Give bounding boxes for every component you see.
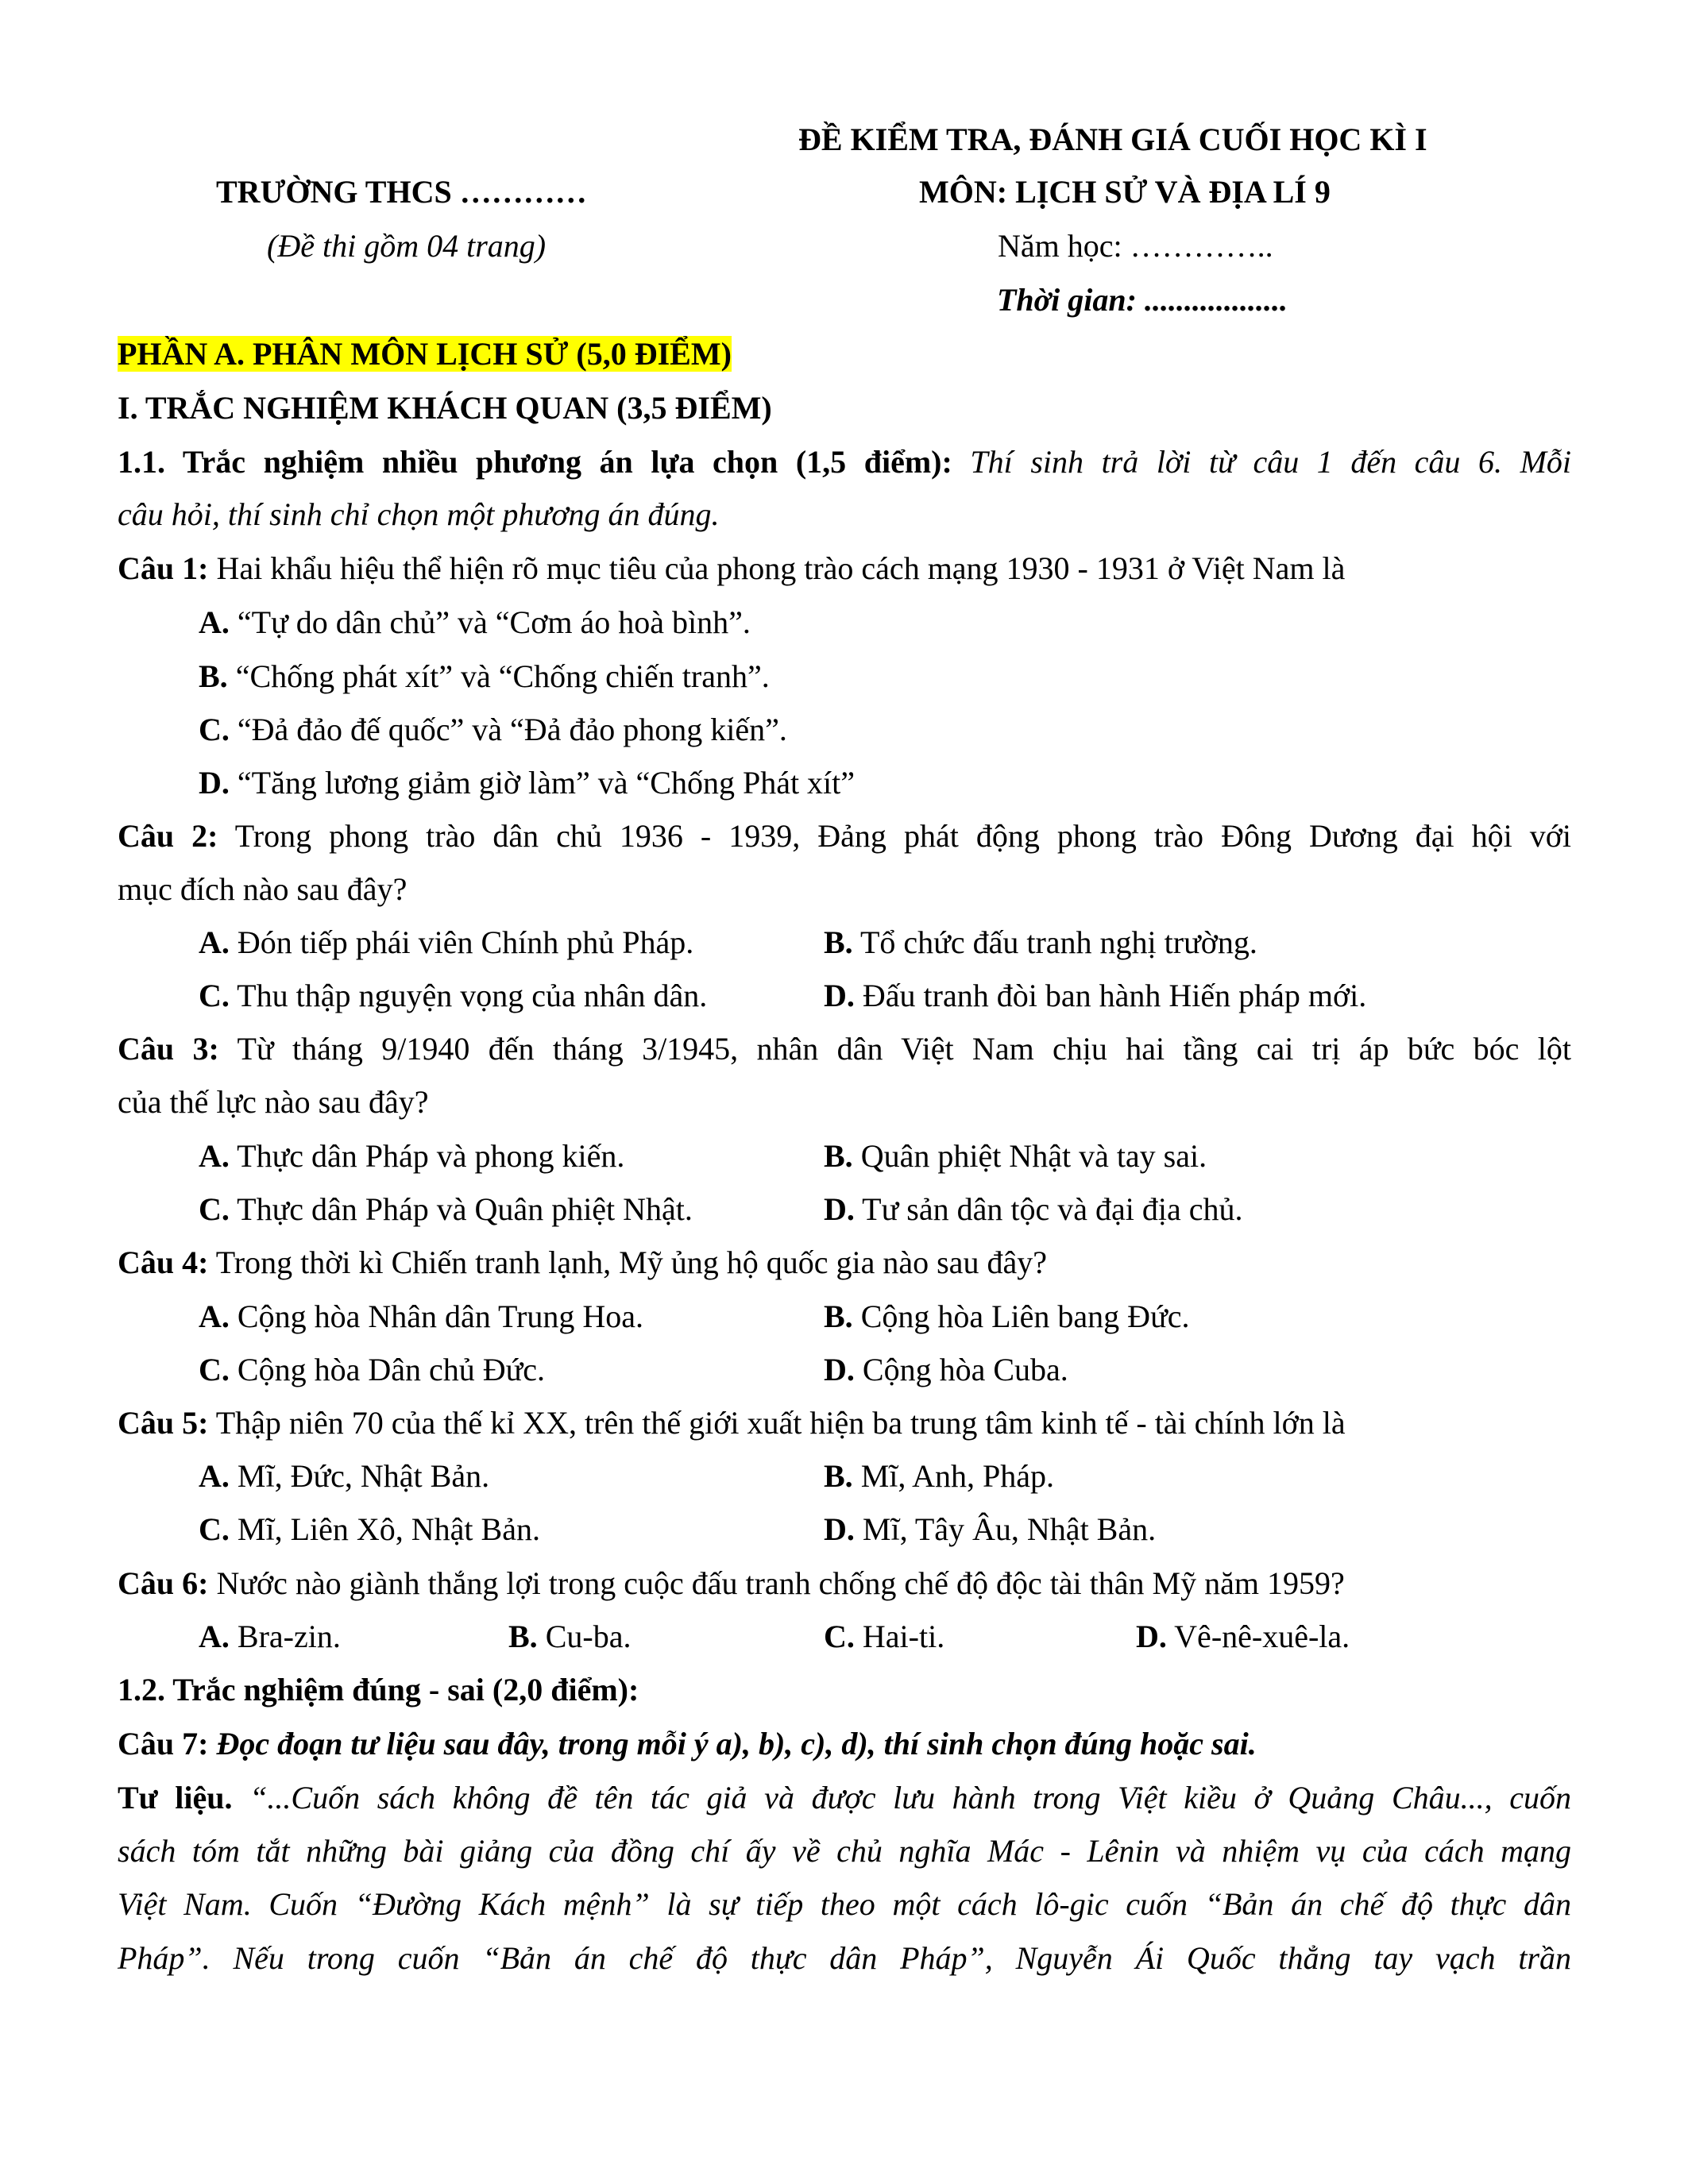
source-line-3: Việt Nam. Cuốn “Đường Kách mệnh” là sự tiếp theo một cách lô-gic cuốn “Bản án chế độ thực dân bbox=[118, 1886, 1571, 1922]
question-1-label: Câu 1: bbox=[118, 550, 209, 586]
question-1 bbox=[118, 548, 1345, 589]
option-key: B. bbox=[508, 1619, 538, 1654]
option-text: Bra-zin. bbox=[237, 1619, 341, 1654]
option-key: C. bbox=[824, 1619, 855, 1654]
question-7-text: Đọc đoạn tư liệu sau đây, trong mỗi ý a), b), c), d), thí sinh chọn đúng hoặc sai. bbox=[216, 1726, 1257, 1761]
question-4-label: Câu 4: bbox=[118, 1244, 209, 1280]
q3-option-c[interactable] bbox=[199, 1189, 693, 1230]
part-a-title-text: PHẦN A. PHÂN MÔN LỊCH SỬ (5,0 ĐIỂM) bbox=[118, 336, 732, 372]
q5-option-d[interactable] bbox=[824, 1509, 1156, 1550]
option-text: Đấu tranh đòi ban hành Hiến pháp mới. bbox=[862, 978, 1367, 1013]
option-text: “Đả đảo đế quốc” và “Đả đảo phong kiến”. bbox=[237, 712, 787, 747]
sub-1-1-label: 1.1. Trắc nghiệm nhiều phương án lựa chọn (1,5 điểm): bbox=[118, 444, 952, 480]
option-text: Tư sản dân tộc và đại địa chủ. bbox=[862, 1191, 1243, 1227]
school-name: TRƯỜNG THCS ………… bbox=[216, 174, 587, 210]
question-1-text: Hai khẩu hiệu thể hiện rõ mục tiêu của phong trào cách mạng 1930 - 1931 ở Việt Nam là bbox=[216, 550, 1346, 586]
option-text: Cộng hòa Cuba. bbox=[862, 1352, 1068, 1387]
q6-option-a[interactable] bbox=[199, 1616, 341, 1657]
option-text: “Tăng lương giảm giờ làm” và “Chống Phát xít” bbox=[237, 765, 856, 801]
source-line-2: sách tóm tắt những bài giảng của đồng chí ấy về chủ nghĩa Mác - Lênin và nhiệm vụ của cách mạng bbox=[118, 1833, 1571, 1869]
q2-option-a[interactable] bbox=[199, 922, 693, 963]
option-text: Đón tiếp phái viên Chính phủ Pháp. bbox=[237, 924, 694, 960]
sub-1-1-instruction bbox=[118, 442, 1571, 483]
question-7 bbox=[118, 1723, 1257, 1765]
question-2 bbox=[118, 816, 1571, 857]
option-key: D. bbox=[199, 765, 230, 801]
option-key: A. bbox=[199, 924, 230, 960]
option-text: Thu thập nguyện vọng của nhân dân. bbox=[237, 978, 708, 1013]
option-text: Thực dân Pháp và Quân phiệt Nhật. bbox=[237, 1191, 693, 1227]
q6-option-d[interactable] bbox=[1136, 1616, 1350, 1657]
option-key: D. bbox=[824, 1511, 855, 1547]
question-6 bbox=[118, 1563, 1345, 1604]
option-key: A. bbox=[199, 604, 230, 640]
option-text: Cộng hòa Dân chủ Đức. bbox=[237, 1352, 546, 1387]
option-text: “Chống phát xít” và “Chống chiến tranh”. bbox=[235, 658, 770, 694]
option-key: B. bbox=[824, 1138, 853, 1174]
q6-option-c[interactable] bbox=[824, 1616, 944, 1657]
option-key: B. bbox=[199, 658, 228, 694]
q5-option-b[interactable] bbox=[824, 1456, 1054, 1497]
school-year: Năm học: ………….. bbox=[998, 228, 1273, 264]
subject-title: MÔN: LỊCH SỬ VÀ ĐỊA LÍ 9 bbox=[919, 174, 1331, 210]
question-2-text-cont: mục đích nào sau đây? bbox=[118, 871, 408, 907]
option-text: “Tự do dân chủ” và “Cơm áo hoà bình”. bbox=[237, 604, 751, 640]
sub-1-1-instr-line2: câu hỏi, thí sinh chỉ chọn một phương án đúng. bbox=[118, 496, 720, 532]
q5-option-c[interactable] bbox=[199, 1509, 540, 1550]
q2-option-b[interactable] bbox=[824, 922, 1257, 963]
q3-option-a[interactable] bbox=[199, 1136, 624, 1177]
option-key: D. bbox=[824, 1191, 855, 1227]
pages-note: (Đề thi gồm 04 trang) bbox=[267, 228, 547, 264]
source-label: Tư liệu. bbox=[118, 1780, 233, 1815]
option-text: Vê-nê-xuê-la. bbox=[1174, 1619, 1350, 1654]
q1-option-d[interactable] bbox=[199, 762, 855, 804]
option-text: Hai-ti. bbox=[862, 1619, 945, 1654]
q3-option-d[interactable] bbox=[824, 1189, 1242, 1230]
q4-option-d[interactable] bbox=[824, 1349, 1068, 1391]
source-line-1 bbox=[118, 1777, 1571, 1819]
q4-option-b[interactable] bbox=[824, 1296, 1190, 1337]
part-a-title bbox=[118, 334, 732, 375]
option-key: D. bbox=[824, 978, 855, 1013]
sub-1-2-title: 1.2. Trắc nghiệm đúng - sai (2,0 điểm): bbox=[118, 1672, 639, 1707]
option-text: Cu-ba. bbox=[545, 1619, 632, 1654]
q2-option-d[interactable] bbox=[824, 975, 1366, 1017]
option-key: D. bbox=[824, 1352, 855, 1387]
source-text-1: “...Cuốn sách không đề tên tác giả và được lưu hành trong Việt kiều ở Quảng Châu..., cuốn bbox=[249, 1780, 1572, 1815]
question-3 bbox=[118, 1028, 1571, 1070]
q6-option-b[interactable] bbox=[508, 1616, 631, 1657]
question-3-label: Câu 3: bbox=[118, 1031, 219, 1067]
option-text: Mĩ, Anh, Pháp. bbox=[860, 1458, 1055, 1494]
option-text: Mĩ, Đức, Nhật Bản. bbox=[237, 1458, 490, 1494]
option-text: Cộng hòa Nhân dân Trung Hoa. bbox=[237, 1298, 643, 1334]
option-text: Tổ chức đấu tranh nghị trường. bbox=[859, 924, 1257, 960]
option-key: B. bbox=[824, 1458, 853, 1494]
question-3-text: Từ tháng 9/1940 đến tháng 3/1945, nhân dân Việt Nam chịu hai tầng cai trị áp bức bóc lột bbox=[237, 1031, 1571, 1067]
sub-1-1-instr-line1: Thí sinh trả lời từ câu 1 đến câu 6. Mỗi bbox=[970, 444, 1572, 480]
question-5 bbox=[118, 1403, 1346, 1444]
option-key: A. bbox=[199, 1619, 230, 1654]
option-key: A. bbox=[199, 1298, 230, 1334]
option-key: A. bbox=[199, 1458, 230, 1494]
option-text: Quân phiệt Nhật và tay sai. bbox=[860, 1138, 1207, 1174]
question-6-text: Nước nào giành thắng lợi trong cuộc đấu tranh chống chế độ độc tài thân Mỹ năm 1959? bbox=[216, 1565, 1345, 1601]
option-key: A. bbox=[199, 1138, 230, 1174]
question-5-label: Câu 5: bbox=[118, 1405, 209, 1441]
option-text: Mĩ, Liên Xô, Nhật Bản. bbox=[237, 1511, 540, 1547]
option-key: C. bbox=[199, 1191, 230, 1227]
question-5-text: Thập niên 70 của thế kỉ XX, trên thế giới xuất hiện ba trung tâm kinh tế - tài chính lớn là bbox=[215, 1405, 1346, 1441]
question-3-text-cont: của thế lực nào sau đây? bbox=[118, 1084, 429, 1120]
exam-title: ĐỀ KIỂM TRA, ĐÁNH GIÁ CUỐI HỌC KÌ I bbox=[798, 122, 1427, 157]
question-4-text: Trong thời kì Chiến tranh lạnh, Mỹ ủng hộ quốc gia nào sau đây? bbox=[215, 1244, 1047, 1280]
question-7-label: Câu 7: bbox=[118, 1726, 209, 1761]
option-text: Cộng hòa Liên bang Đức. bbox=[860, 1298, 1190, 1334]
question-6-label: Câu 6: bbox=[118, 1565, 209, 1601]
option-key: C. bbox=[199, 978, 230, 1013]
q1-option-c[interactable] bbox=[199, 709, 787, 751]
option-text: Mĩ, Tây Âu, Nhật Bản. bbox=[862, 1511, 1157, 1547]
option-key: B. bbox=[824, 924, 853, 960]
q4-option-c[interactable] bbox=[199, 1349, 545, 1391]
option-key: D. bbox=[1136, 1619, 1167, 1654]
question-2-label: Câu 2: bbox=[118, 818, 218, 854]
section-1-title: I. TRẮC NGHIỆM KHÁCH QUAN (3,5 ĐIỂM) bbox=[118, 390, 772, 426]
q1-option-b[interactable] bbox=[199, 656, 770, 697]
q5-option-a[interactable] bbox=[199, 1456, 489, 1497]
option-key: C. bbox=[199, 1511, 230, 1547]
question-4 bbox=[118, 1242, 1047, 1283]
option-text: Thực dân Pháp và phong kiến. bbox=[237, 1138, 625, 1174]
q4-option-a[interactable] bbox=[199, 1296, 643, 1337]
question-2-text: Trong phong trào dân chủ 1936 - 1939, Đảng phát động phong trào Đông Dương đại hội với bbox=[234, 818, 1571, 854]
q1-option-a[interactable] bbox=[199, 602, 751, 643]
option-key: C. bbox=[199, 712, 230, 747]
exam-time: Thời gian: .................. bbox=[997, 282, 1288, 318]
q3-option-b[interactable] bbox=[824, 1136, 1207, 1177]
option-key: C. bbox=[199, 1352, 230, 1387]
option-key: B. bbox=[824, 1298, 853, 1334]
q2-option-c[interactable] bbox=[199, 975, 707, 1017]
source-line-4: Pháp”. Nếu trong cuốn “Bản án chế độ thực dân Pháp”, Nguyễn Ái Quốc thẳng tay vạch trần bbox=[118, 1940, 1571, 1976]
